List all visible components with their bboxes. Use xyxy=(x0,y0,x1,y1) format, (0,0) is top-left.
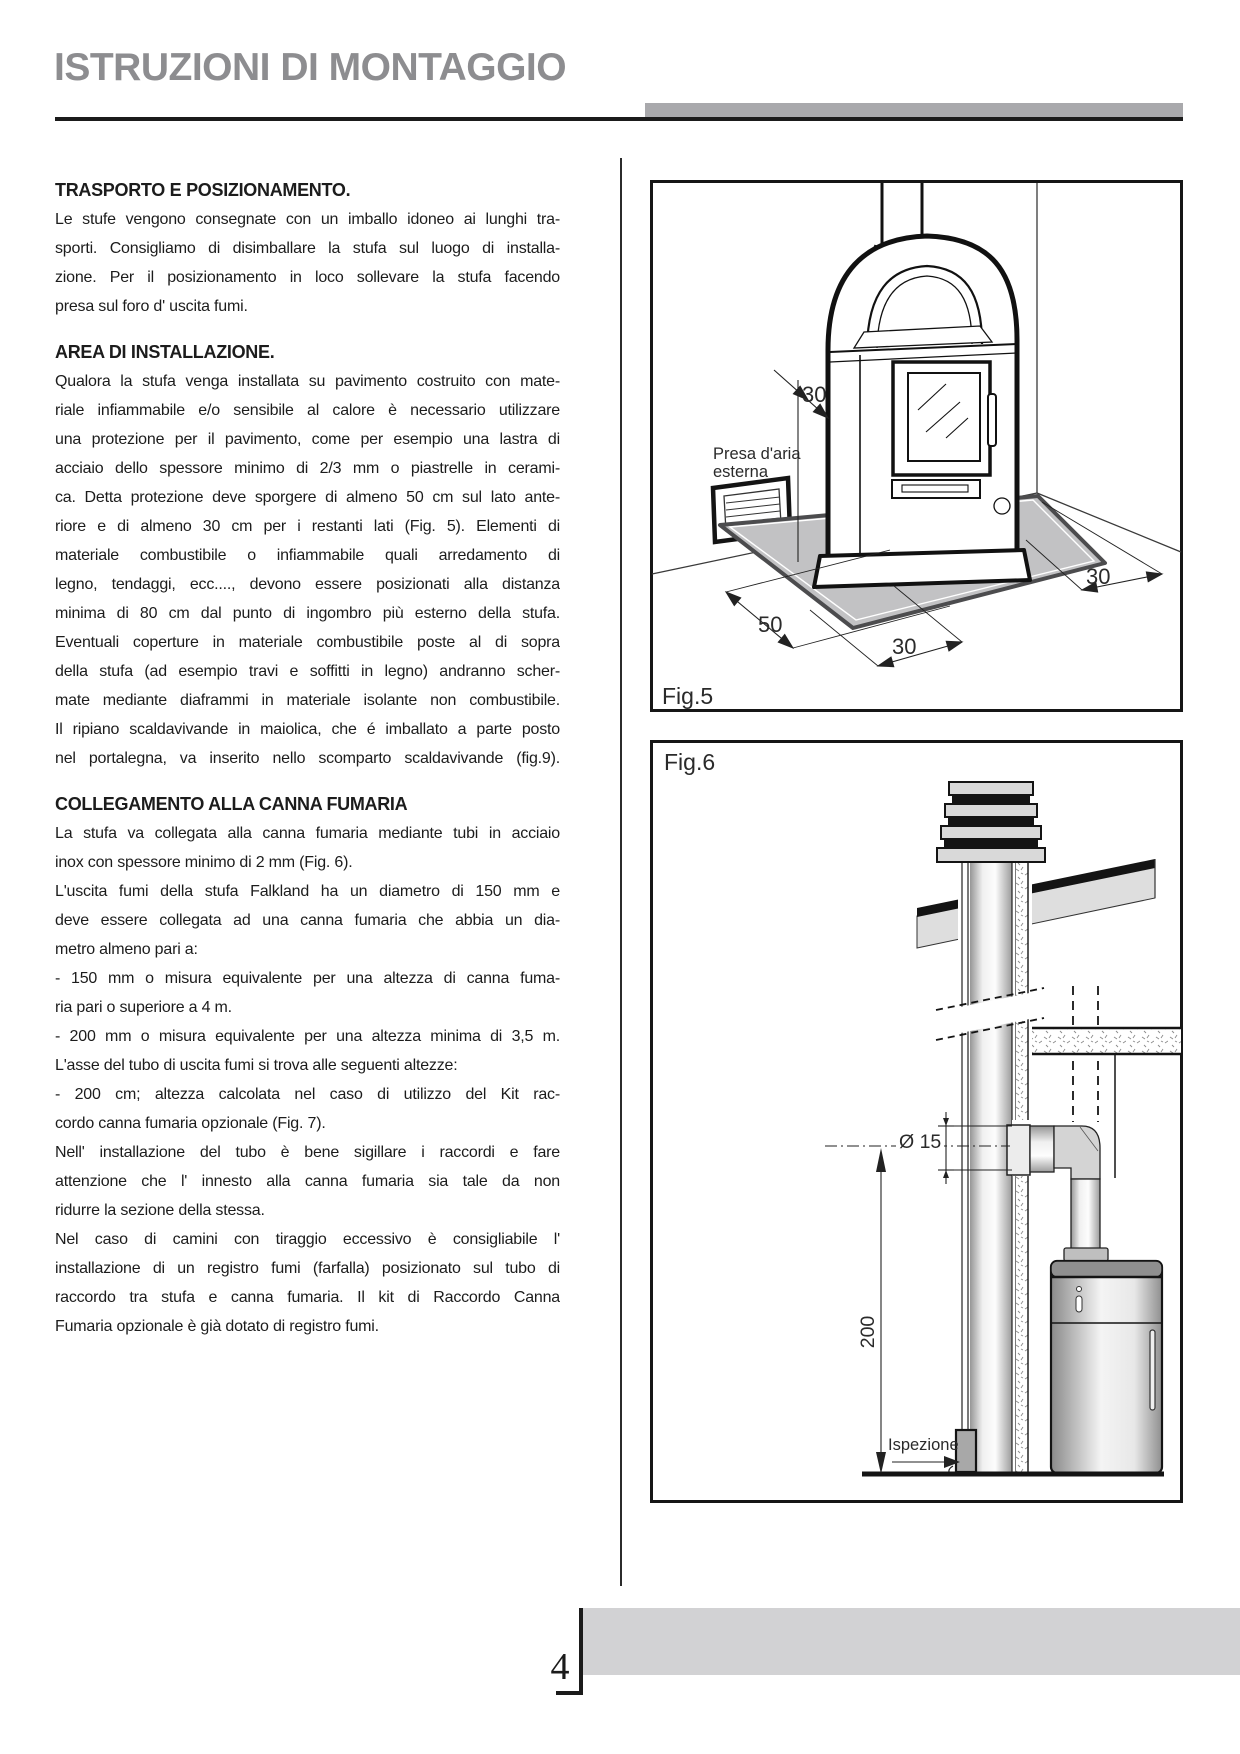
text-column xyxy=(55,176,560,1341)
air-intake-label-line1: Presa d'aria xyxy=(713,445,801,463)
fig5-label: Fig.5 xyxy=(662,683,714,709)
body-text-line: installazione di un registro fumi (farfalla) posizionato sul tubo di xyxy=(55,1260,560,1277)
body-text-line: minima di 80 cm dal punto di ingombro più esterno della stufa. xyxy=(55,605,560,622)
dim-right-side-value: 30 xyxy=(1086,564,1111,589)
body-text-line: materiale combustibile o infiammabile quali arredamento di xyxy=(55,547,560,564)
body-text-line: L'asse del tubo di uscita fumi si trova alle seguenti altezze: xyxy=(55,1057,458,1074)
body-text-line: L'uscita fumi della stufa Falkland ha un diametro di 150 mm e xyxy=(55,883,560,900)
section-heading: AREA DI INSTALLAZIONE. xyxy=(55,342,275,362)
body-text-line: sporti. Consigliamo di disimballare la stufa sul luogo di installa- xyxy=(55,240,560,257)
body-text-line: riore e di almeno 30 cm per i restanti lati (Fig. 5). Elementi di xyxy=(55,518,560,535)
body-text-line: raccordo tra stufa e canna fumaria. Il kit di Raccordo Canna xyxy=(55,1289,560,1306)
body-text-line: Nel caso di camini con tiraggio eccessivo è consigliabile l' xyxy=(55,1231,560,1248)
fig6-label: Fig.6 xyxy=(664,749,716,775)
stove-side-view xyxy=(1051,1261,1162,1473)
body-text-line: attenzione che l' innesto alla canna fumaria sia tale da non xyxy=(55,1173,560,1190)
body-text-line: - 150 mm o misura equivalente per una altezza di canna fuma- xyxy=(55,970,560,987)
body-text-line: Eventuali coperture in materiale combustibile poste al di sopra xyxy=(55,634,560,651)
chimney-cap-icon xyxy=(937,782,1045,862)
header-accent-bar xyxy=(645,103,1183,118)
body-text-line: ca. Detta protezione deve sporgere di almeno 50 cm sul lato ante- xyxy=(55,489,560,506)
body-text-line: deve essere collegata ad una canna fumaria che abbia un dia- xyxy=(55,912,560,929)
body-text-line: legno, tendaggi, ecc...., devono essere posizionati alla distanza xyxy=(55,576,560,593)
body-text-line: riale infiammabile e/o sensibile al calore è necessario utilizzare xyxy=(55,402,560,419)
body-text-line: inox con spessore minimo di 2 mm (Fig. 6). xyxy=(55,854,353,871)
body-text-line: Fumaria opzionale è già dotato di registro fumi. xyxy=(55,1318,379,1335)
stove-handle xyxy=(1150,1330,1155,1410)
body-text-line: zione. Per il posizionamento in loco sollevare la stufa facendo xyxy=(55,269,560,286)
section-heading: COLLEGAMENTO ALLA CANNA FUMARIA xyxy=(55,794,408,814)
body-text-line: mate mediante diaframmi in materiale isolante non combustibile. xyxy=(55,692,560,709)
page-title: ISTRUZIONI DI MONTAGGIO xyxy=(54,46,567,89)
body-text-line: ria pari o superiore a 4 m. xyxy=(55,999,232,1016)
footer-accent-bar xyxy=(582,1608,1240,1675)
stove-plinth xyxy=(814,550,1030,587)
fig6-drawing xyxy=(650,740,1183,1503)
section-heading: TRASPORTO E POSIZIONAMENTO. xyxy=(55,180,351,200)
figure-5 xyxy=(650,180,1183,712)
body-text-line: acciaio dello spessore minimo di 2/3 mm o piastrelle in cerami- xyxy=(55,460,560,477)
dim-height-value: 200 xyxy=(857,1315,879,1349)
page-number: 4 xyxy=(550,1646,570,1688)
dim-front-side-value: 30 xyxy=(892,634,917,659)
body-text-line: - 200 cm; altezza calcolata nel caso di utilizzo del Kit rac- xyxy=(55,1086,560,1103)
body-text-line: Il ripiano scaldavivande in maiolica, che é imballato a parte posto xyxy=(55,721,560,738)
body-text-line: nel portalegna, va inserito nello scomparto scaldavivande (fig.9). xyxy=(55,750,560,767)
body-text-line: ridurre la sezione della stessa. xyxy=(55,1202,265,1219)
stove-door-handle xyxy=(988,394,996,446)
body-text-line: La stufa va collegata alla canna fumaria mediante tubi in acciaio xyxy=(55,825,560,842)
dim-front-value: 50 xyxy=(758,612,783,637)
header-rule xyxy=(55,117,1183,121)
body-text-line: Qualora la stufa venga installata su pavimento costruito con mate- xyxy=(55,373,560,390)
air-intake-label-line2: esterna xyxy=(713,463,769,481)
inspection-label: Ispezione xyxy=(888,1436,959,1454)
dim-diameter-value: Ø 15 xyxy=(899,1131,942,1153)
column-divider xyxy=(620,158,622,1586)
body-text-line: della stufa (ad esempio travi e soffitti in legno) andranno scher- xyxy=(55,663,560,680)
body-text-line: una protezione per il pavimento, come per esempio una lastra di xyxy=(55,431,560,448)
body-text-line: metro almeno pari a: xyxy=(55,941,198,958)
body-text-line: presa sul foro d' uscita fumi. xyxy=(55,298,248,315)
footer-corner-line-horizontal xyxy=(556,1691,583,1695)
body-text-line: Nell' installazione del tubo è bene sigillare i raccordi e fare xyxy=(55,1144,560,1161)
body-text-line: cordo canna fumaria opzionale (Fig. 7). xyxy=(55,1115,326,1132)
figure-6 xyxy=(650,740,1183,1503)
fig5-drawing xyxy=(650,180,1183,712)
body-text-line: Le stufe vengono consegnate con un imballo idoneo ai lunghi tra- xyxy=(55,211,560,228)
body-text-line: - 200 mm o misura equivalente per una altezza minima di 3,5 m. xyxy=(55,1028,560,1045)
dim-wall-value: 30 xyxy=(802,382,827,407)
footer-corner-line-vertical xyxy=(579,1608,583,1694)
